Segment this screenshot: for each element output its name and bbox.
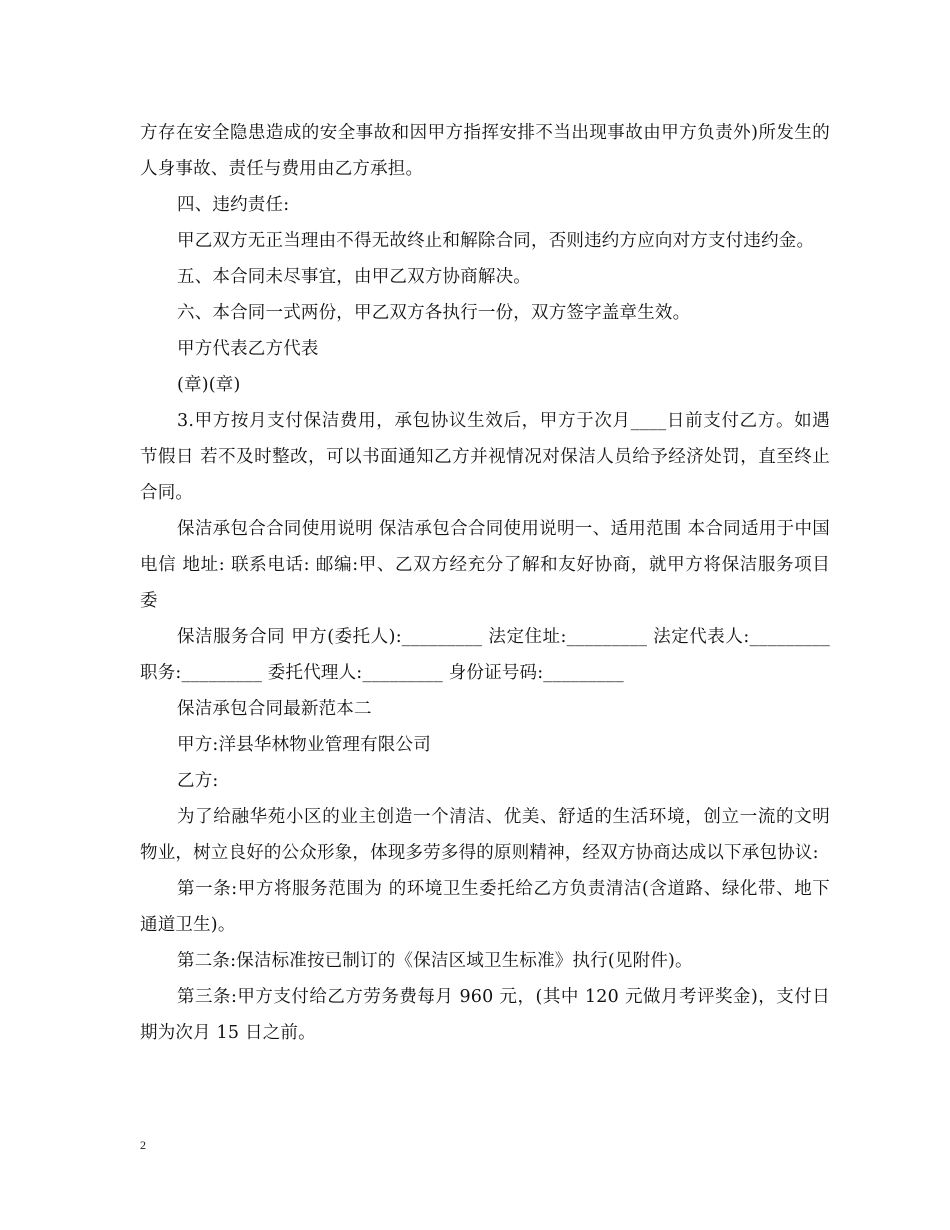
article-two: 第二条:保洁标准按已制订的《保洁区域卫生标准》执行(见附件)。 bbox=[177, 951, 693, 971]
paragraph-usage-notes: 保洁承包合合同使用说明 保洁承包合合同使用说明一、适用范围 本合同适用于中国电信 地址: 联系电话: 邮编:甲、乙双方经充分了解和友好协商，就甲方将保洁服务项目 委 bbox=[140, 519, 830, 611]
page-number: 2 bbox=[140, 1138, 146, 1152]
paragraph-payment-terms: 3.甲方按月支付保洁费用，承包协议生效后，甲方于次月____日前支付乙方。如遇节假日 若不及时整改，可以书面通知乙方并视情况对保洁人员给予经济处罚，直至终止合同。 bbox=[140, 411, 830, 503]
paragraph-service-contract-parties: 保洁服务合同 甲方(委托人):_________ 法定住址:_________ 法定代表人:_________ 职务:_________ 委托代理人:_________ 身份证号码:_________ bbox=[140, 627, 830, 683]
signature-representatives: 甲方代表乙方代表 bbox=[177, 339, 319, 359]
document-body bbox=[140, 115, 830, 1051]
paragraph-safety-liability: 方存在安全隐患造成的安全事故和因甲方指挥安排不当出现事故由甲方负责外)所发生的人身事故、责任与费用由乙方承担。 bbox=[140, 123, 830, 179]
section-title-template-two: 保洁承包合同最新范本二 bbox=[177, 699, 372, 719]
paragraph-purpose: 为了给融华苑小区的业主创造一个清洁、优美、舒适的生活环境，创立一流的文明物业，树立良好的公众形象，体现多劳多得的原则精神，经双方协商达成以下承包协议: bbox=[140, 807, 830, 863]
signature-seals: (章)(章) bbox=[177, 375, 241, 395]
article-three: 第三条:甲方支付给乙方劳务费每月 960 元，(其中 120 元做月考评奖金)，支付日期为次月 15 日之前。 bbox=[140, 987, 830, 1043]
paragraph-clause-six: 六、本合同一式两份，甲乙双方各执行一份，双方签字盖章生效。 bbox=[177, 303, 691, 323]
paragraph-clause-five: 五、本合同未尽事宜，由甲乙双方协商解决。 bbox=[177, 267, 531, 287]
article-one: 第一条:甲方将服务范围为 的环境卫生委托给乙方负责清洁(含道路、绿化带、地下通道卫生)。 bbox=[140, 879, 830, 935]
paragraph-breach-terms: 甲乙双方无正当理由不得无故终止和解除合同，否则违约方应向对方支付违约金。 bbox=[177, 231, 815, 251]
heading-breach-liability: 四、违约责任: bbox=[177, 195, 290, 215]
party-b-line: 乙方: bbox=[177, 771, 219, 791]
party-a-line: 甲方:洋县华林物业管理有限公司 bbox=[177, 735, 431, 755]
